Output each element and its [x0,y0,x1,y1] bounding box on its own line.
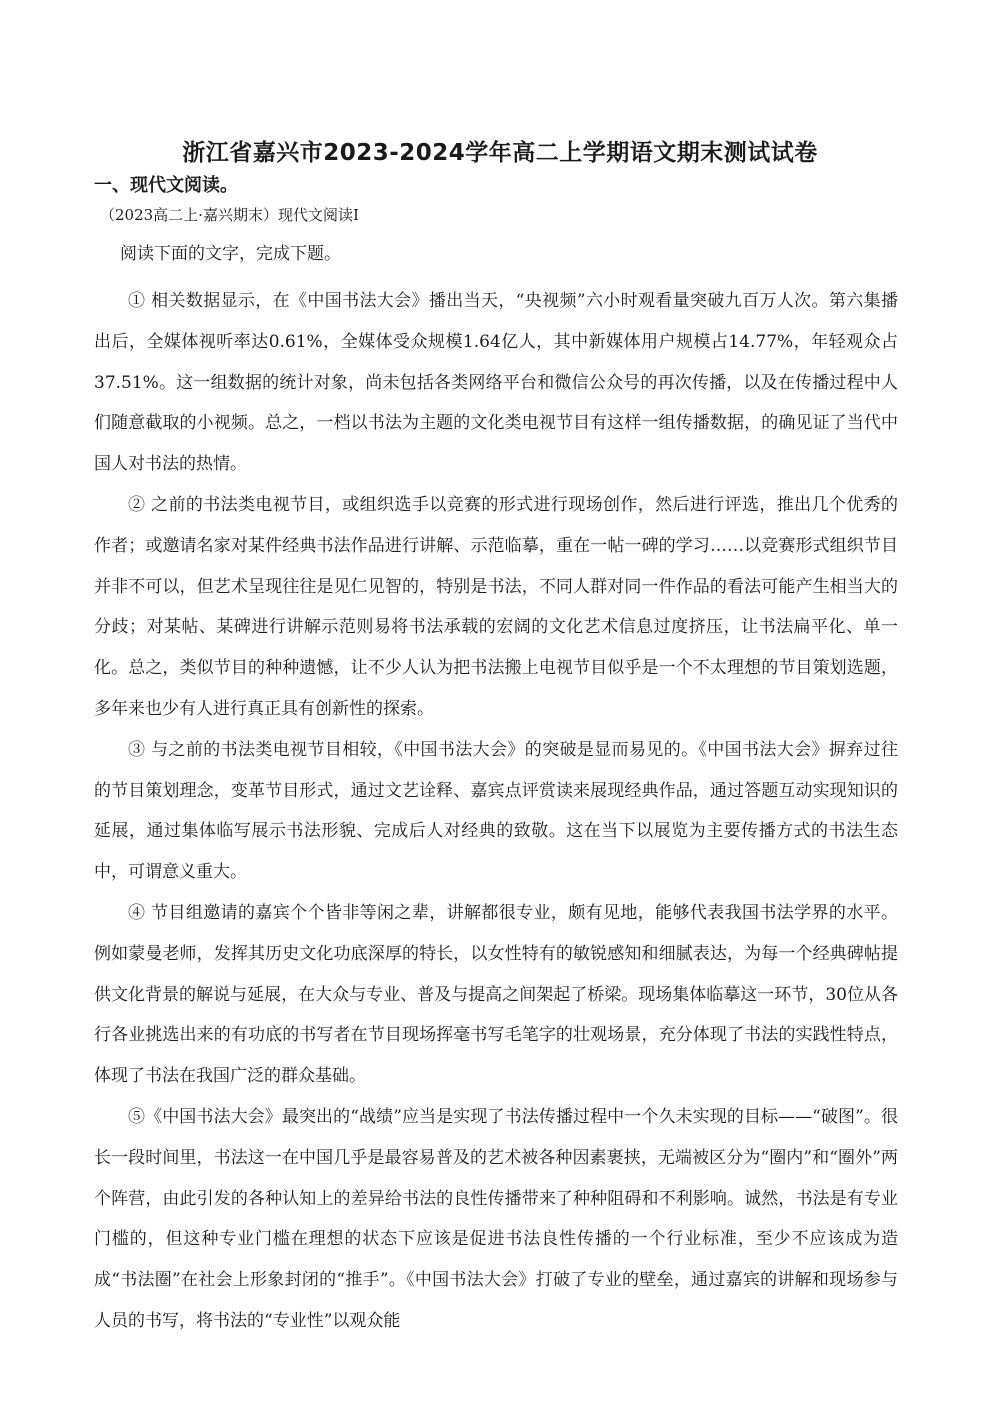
passage-paragraph-3: ③ 与之前的书法类电视节目相较，《中国书法大会》的突破是显而易见的。《中国书法大会》摒弃过往的节目策划理念，变革节目形式，通过文艺诠释、嘉宾点评赏读来展现经典作品，通过答题互动实现知识的延展，通过集体临写展示书法形貌、完成后人对经典的致敬。这在当下以展览为主要传播方式的书法生态中，可谓意义重大。 [94,739,898,883]
reading-instruction: 阅读下面的文字，完成下题。 [120,244,341,264]
passage-paragraph-1: ① 相关数据显示，在《中国书法大会》播出当天，“央视频”六小时观看量突破九百万人次。第六集播出后，全媒体视听率达0.61%，全媒体受众规模1.64亿人，其中新媒体用户规模占14.77%，年轻观众占37.51%。这一组数据的统计对象，尚未包括各类网络平台和微信公众号的再次传播，以及在传播过程中人们随意截取的小视频。总之，一档以书法为主题的文化类电视节目有这样一组传播数据，的确见证了当代中国人对书法的热情。 [94,291,898,475]
document-title: 浙江省嘉兴市2023-2024学年高二上学期语文期末测试试卷 [182,140,818,166]
reading-passage [94,281,898,1342]
passage-paragraph-5: ⑤《中国书法大会》最突出的“战绩”应当是实现了书法传播过程中一个久未实现的目标——“破图”。很长一段时间里，书法这一在中国几乎是最容易普及的艺术被各种因素裹挟，无端被区分为“圈内”和“圈外”两个阵营，由此引发的各种认知上的差异给书法的良性传播带来了种种阻碍和不利影响。诚然，书法是有专业门槛的，但这种专业门槛在理想的状态下应该是促进书法良性传播的一个行业标准，至少不应该成为造成“书法圈”在社会上形象封闭的“推手”。《中国书法大会》打破了专业的壁垒，通过嘉宾的讲解和现场参与人员的书写，将书法的“专业性”以观众能 [94,1106,898,1331]
passage-paragraph-4: ④ 节目组邀请的嘉宾个个皆非等闲之辈，讲解都很专业，颇有见地，能够代表我国书法学界的水平。例如蒙曼老师，发挥其历史文化功底深厚的特长，以女性特有的敏锐感知和细腻表达，为每一个经典碑帖提供文化背景的解说与延展，在大众与专业、普及与提高之间架起了桥梁。现场集体临摹这一环节，30位从各行各业挑选出来的有功底的书写者在节目现场挥毫书写毛笔字的壮观场景，充分体现了书法的实践性特点，体现了书法在我国广泛的群众基础。 [94,902,898,1087]
question-source: （2023高二上·嘉兴期末）现代文阅读Ⅰ [100,206,359,224]
section-heading: 一、现代文阅读。 [94,175,238,196]
passage-paragraph-2: ② 之前的书法类电视节目，或组织选手以竞赛的形式进行现场创作，然后进行评选，推出几个优秀的作者；或邀请名家对某件经典书法作品进行讲解、示范临摹，重在一帖一碑的学习……以竞赛形式组织节目并非不可以，但艺术呈现往往是见仁见智的，特别是书法，不同人群对同一件作品的看法可能产生相当大的分歧；对某帖、某碑进行讲解示范则易将书法承载的宏阔的文化艺术信息过度挤压，让书法扁平化、单一化。总之，类似节目的种种遗憾，让不少人认为把书法搬上电视节目似乎是一个不太理想的节目策划选题，多年来也少有人进行真正具有创新性的探索。 [94,494,898,719]
